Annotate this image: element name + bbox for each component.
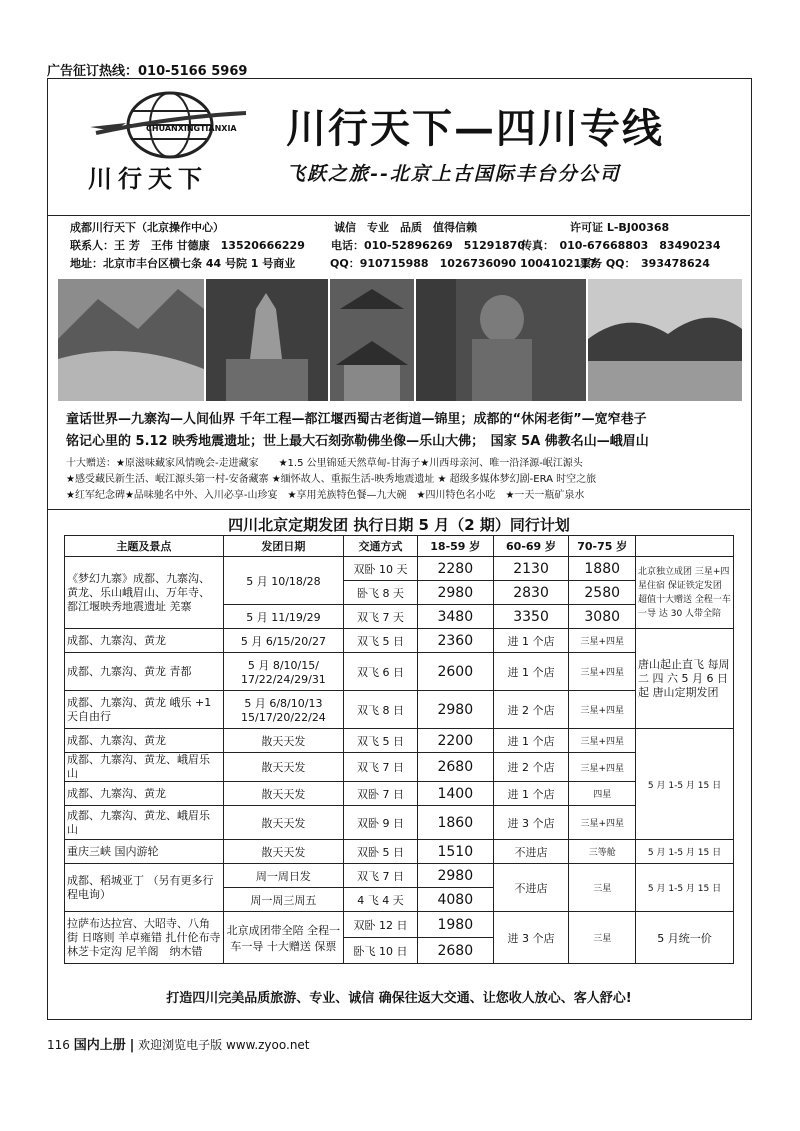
date-cell: 散天天发	[223, 840, 343, 864]
price-cell: 2200	[417, 729, 493, 753]
date-cell: 5 月 8/10/15/ 17/22/24/29/31	[223, 653, 343, 691]
ad-header	[48, 79, 750, 197]
transport-cell: 4 飞 4 天	[344, 888, 418, 912]
caption-line-2: 铭记心里的 5.12 映秀地震遗址；世上最大石刻弥勒佛坐像—乐山大佛； 国家 5A 佛教名山—峨眉山	[66, 434, 649, 449]
note-cell: 唐山起止直飞 每周二 四 六 5 月 6 日起 唐山定期发团	[636, 629, 734, 729]
slogan: 打造四川完美品质旅游、专业、诚信 确保往返大交通、让您收人放心、客人舒心!	[166, 991, 632, 1006]
transport-cell: 卧飞 10 日	[344, 938, 418, 964]
route-cell: 《梦幻九寨》成都、九寨沟、黄龙、乐山峨眉山、万年寺、都江堰映秀地震遗址 羌寨	[65, 557, 224, 629]
date-cell: 5 月 6/15/20/27	[223, 629, 343, 653]
shop-cell: 不进店	[493, 840, 569, 864]
hotline: 广告征订热线：010-5166 5969	[47, 64, 248, 79]
route-cell: 成都、九寨沟、黄龙 峨乐 +1 天自由行	[65, 691, 224, 729]
transport-cell: 双卧 5 日	[344, 840, 418, 864]
footer-section: 国内上册	[73, 1038, 126, 1053]
transport-cell: 双飞 8 日	[344, 691, 418, 729]
shop-cell: 进 1 个店	[493, 729, 569, 753]
note-cell: 5 月 1-5 月 15 日	[636, 864, 734, 912]
plan-title: 四川北京定期发团 执行日期 5 月（2 期）同行计划	[48, 509, 750, 535]
header-transport: 交通方式	[344, 536, 418, 557]
gift-highlights	[66, 456, 596, 504]
address: 地址：北京市丰台区横七条 44 号院 1 号商业	[70, 257, 296, 270]
schedule-table	[64, 535, 734, 964]
transport-cell: 双飞 6 日	[344, 653, 418, 691]
company-motto: 诚信 专业 品质 值得信赖	[334, 221, 477, 234]
shop-cell: 进 1 个店	[493, 629, 569, 653]
note-cell: 5 月 1-5 月 15 日	[636, 729, 734, 840]
hotel-cell: 三星+四星	[569, 806, 636, 840]
price-cell: 3350	[493, 605, 569, 629]
table-row	[65, 653, 734, 691]
page-number: 116	[47, 1038, 70, 1052]
hotel-cell: 三星+四星	[569, 653, 636, 691]
transport-cell: 双飞 5 日	[344, 729, 418, 753]
transport-cell: 双卧 9 日	[344, 806, 418, 840]
table-row	[65, 557, 734, 581]
price-cell: 2600	[417, 653, 493, 691]
price-cell: 2680	[417, 753, 493, 782]
page-footer	[47, 1034, 310, 1053]
company-info	[48, 215, 750, 273]
price-cell: 2360	[417, 629, 493, 653]
date-cell: 5 月 11/19/29	[223, 605, 343, 629]
price-cell: 2580	[569, 581, 636, 605]
shop-cell: 进 2 个店	[493, 753, 569, 782]
price-cell: 2280	[417, 557, 493, 581]
phone: 电话：010-52896269 51291870	[331, 239, 525, 252]
header-age-60-69: 60-69 岁	[493, 536, 569, 557]
route-cell: 重庆三峡 国内游轮	[65, 840, 224, 864]
photo-leshan-buddha	[416, 279, 586, 401]
hotel-cell: 三星	[569, 912, 636, 964]
note-cell: 5 月 1-5 月 15 日	[636, 840, 734, 864]
transport-cell: 双飞 5 日	[344, 629, 418, 653]
hotel-cell: 三星	[569, 864, 636, 912]
photo-lake-mountain	[588, 279, 742, 401]
shop-cell: 进 3 个店	[493, 912, 569, 964]
scenery-photos	[58, 279, 742, 401]
price-cell: 3480	[417, 605, 493, 629]
header-age-18-59: 18-59 岁	[417, 536, 493, 557]
table-row	[65, 753, 734, 782]
shop-cell: 进 1 个店	[493, 782, 569, 806]
date-cell: 5 月 10/18/28	[223, 557, 343, 605]
date-cell: 散天天发	[223, 753, 343, 782]
table-row	[65, 864, 734, 888]
hotel-cell: 三星+四星	[569, 729, 636, 753]
highlight-line-1: 十大赠送：★原滋味藏家风情晚会-走进藏家 ★1.5 公里锦延天然草甸-甘海子★川西母亲河、唯一沿泽源-岷江源头	[66, 458, 583, 469]
price-cell: 2980	[417, 864, 493, 888]
route-cell: 成都、稻城亚丁 （另有更多行程电询）	[65, 864, 224, 912]
date-cell: 北京成团带全陪 全程一车一导 十大赠送 保票	[223, 912, 343, 964]
globe-text: CHUANXINGTIANXIA	[146, 124, 237, 133]
price-cell: 1400	[417, 782, 493, 806]
shop-cell: 进 1 个店	[493, 653, 569, 691]
price-cell: 2980	[417, 691, 493, 729]
transport-cell: 双飞 7 天	[344, 605, 418, 629]
ticket-qq: 票务 QQ： 393478624	[580, 257, 710, 270]
photo-temple	[330, 279, 414, 401]
price-cell: 3080	[569, 605, 636, 629]
price-cell: 1510	[417, 840, 493, 864]
route-cell: 成都、九寨沟、黄龙	[65, 782, 224, 806]
route-cell: 成都、九寨沟、黄龙	[65, 729, 224, 753]
header-date: 发团日期	[223, 536, 343, 557]
globe-logo-icon	[86, 87, 254, 167]
route-cell: 成都、九寨沟、黄龙	[65, 629, 224, 653]
sub-title: 飞跃之旅--北京上古国际丰台分公司	[286, 163, 621, 185]
main-title: 川行天下—四川专线	[286, 105, 664, 152]
route-cell: 成都、九寨沟、黄龙 青都	[65, 653, 224, 691]
table-row	[65, 806, 734, 840]
price-cell: 2980	[417, 581, 493, 605]
hotel-cell: 三等舱	[569, 840, 636, 864]
header-age-70-75: 70-75 岁	[569, 536, 636, 557]
date-cell: 散天天发	[223, 729, 343, 753]
contact: 联系人：王 芳 王伟 甘德康 13520666229	[70, 239, 305, 252]
price-cell: 4080	[417, 888, 493, 912]
date-cell: 散天天发	[223, 782, 343, 806]
date-cell: 散天天发	[223, 806, 343, 840]
hotel-cell: 三星+四星	[569, 629, 636, 653]
table-row	[65, 840, 734, 864]
company-name: 成都川行天下（北京操作中心）	[70, 221, 224, 234]
transport-cell: 双卧 12 日	[344, 912, 418, 938]
note-cell: 5 月统一价	[636, 912, 734, 964]
table-row	[65, 629, 734, 653]
table-row	[65, 782, 734, 806]
transport-cell: 双卧 10 天	[344, 557, 418, 581]
caption-line-1: 童话世界—九寨沟—人间仙界 千年工程—都江堰西蜀古老街道—锦里；成都的“休闲老街”—宽窄巷子	[66, 412, 647, 427]
shop-cell: 进 3 个店	[493, 806, 569, 840]
transport-cell: 双飞 7 日	[344, 864, 418, 888]
table-row	[65, 729, 734, 753]
transport-cell: 双卧 7 日	[344, 782, 418, 806]
table-row	[65, 912, 734, 938]
route-cell: 拉萨布达拉宫、大昭寺、八角街 日喀则 羊卓雍错 扎什伦布寺 林芝卡定沟 尼羊阁 纳木错	[65, 912, 224, 964]
shop-cell: 进 2 个店	[493, 691, 569, 729]
highlight-line-2: ★感受藏民新生活、岷江源头第一村-安备藏寨 ★缅怀故人、重振生活-映秀地震遗址 ★ 超级多媒体梦幻剧-ERA 时空之旅	[66, 474, 597, 485]
date-cell: 5 月 6/8/10/13 15/17/20/22/24	[223, 691, 343, 729]
fax: 传真： 010-67668803 83490234	[521, 239, 721, 252]
hotel-cell: 四星	[569, 782, 636, 806]
footer-separator: |	[129, 1038, 135, 1053]
highlight-line-3: ★红军纪念碑★品味驰名中外、入川必享-山珍宴 ★享用羌族特色餐—九大碗 ★四川特色名小吃 ★一天一瓶矿泉水	[66, 490, 585, 501]
transport-cell: 双飞 7 日	[344, 753, 418, 782]
price-cell: 1880	[569, 557, 636, 581]
price-cell: 2830	[493, 581, 569, 605]
transport-cell: 卧飞 8 天	[344, 581, 418, 605]
route-cell: 成都、九寨沟、黄龙、峨眉乐山	[65, 753, 224, 782]
date-cell: 周一周日发	[223, 864, 343, 888]
table-row	[65, 691, 734, 729]
table-header-row	[65, 536, 734, 557]
photo-jiuzhaigou	[58, 279, 204, 401]
hotel-cell: 三星+四星	[569, 753, 636, 782]
price-cell: 2680	[417, 938, 493, 964]
brand-name: 川行天下	[88, 164, 208, 193]
header-route: 主题及景点	[65, 536, 224, 557]
price-cell: 1980	[417, 912, 493, 938]
footer-text: 欢迎浏览电子版 www.zyoo.net	[138, 1038, 310, 1052]
date-cell: 周一周三周五	[223, 888, 343, 912]
ad-frame	[47, 78, 752, 1020]
note-cell: 北京独立成团 三星+四星住宿 保证铁定发团 超值十大赠送 全程一车一导 达 30 人带全陪	[636, 557, 734, 629]
license: 许可证 L-BJ00368	[570, 221, 670, 234]
scenery-caption	[66, 409, 649, 453]
route-cell: 成都、九寨沟、黄龙、峨眉乐山	[65, 806, 224, 840]
price-cell: 2130	[493, 557, 569, 581]
shop-cell: 不进店	[493, 864, 569, 912]
photo-buddha-statue	[206, 279, 328, 401]
hotel-cell: 三星+四星	[569, 691, 636, 729]
qq: QQ：910715988 1026736090 1004102117	[330, 257, 597, 270]
price-cell: 1860	[417, 806, 493, 840]
